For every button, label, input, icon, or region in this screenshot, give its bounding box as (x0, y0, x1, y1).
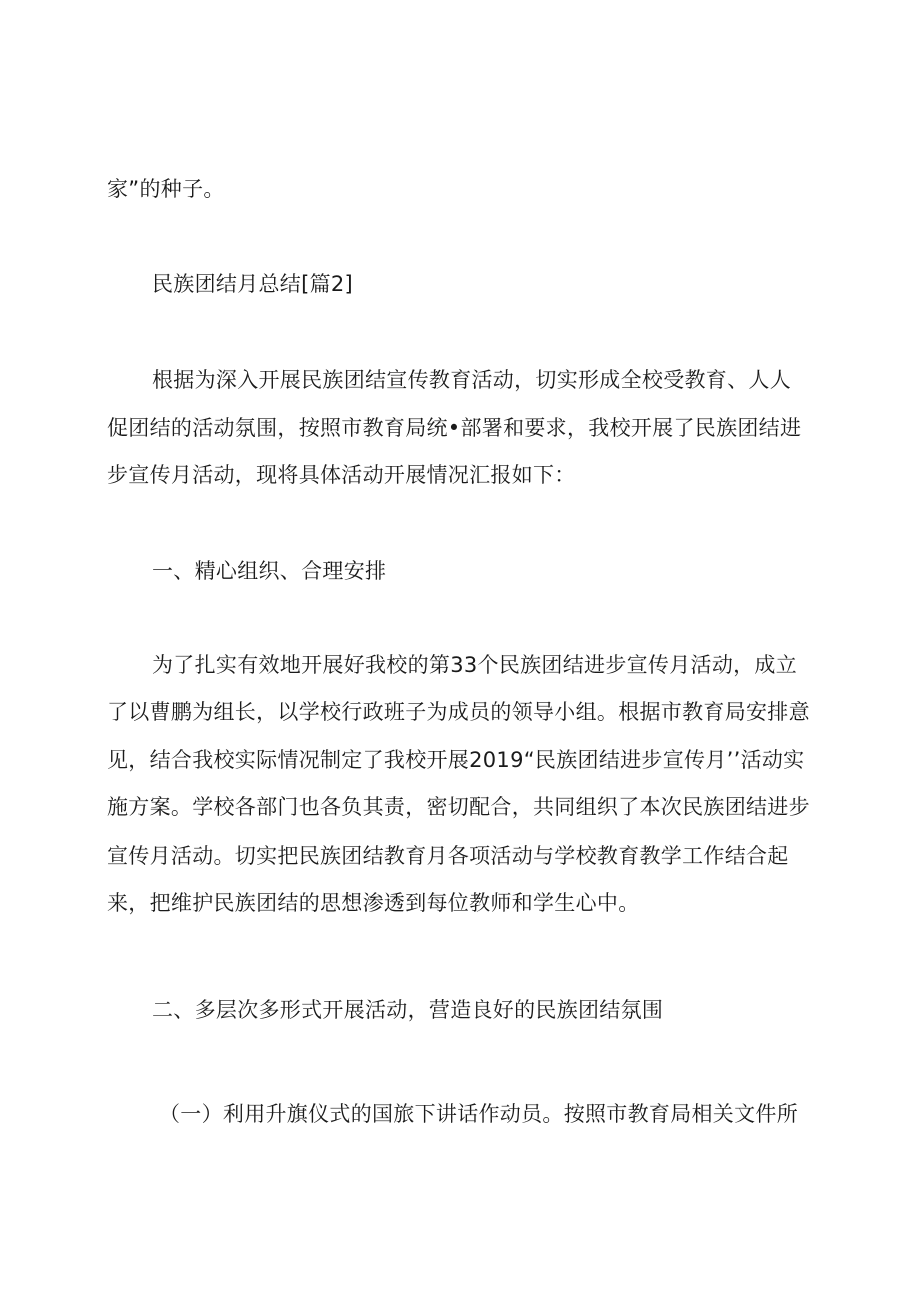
para-1-line-6: 来，把维护民族团结的思想渗透到每位教师和学生心中。 (107, 891, 640, 915)
para-2-line-1: （一）利用升旗仪式的国旅下讲话作动员。按照市教育局相关文件所 (159, 1102, 798, 1126)
section-title: 民族团结月总结[篇2] (152, 272, 354, 296)
intro-line-1: 根据为深入开展民族团结宣传教育活动，切实形成全校受教育、人人 (152, 368, 791, 392)
para-1-line-5: 宣传月活动。切实把民族团结教育月各项活动与学校教育教学工作结合起 (107, 844, 789, 868)
para-1-line-4: 施方案。学校各部门也各负其责，密切配合，共同组织了本次民族团结进步 (107, 795, 810, 819)
heading-2: 二、多层次多形式开展活动，营造良好的民族团结氛围 (152, 998, 664, 1022)
intro-line-3: 步宣传月活动，现将具体活动开展情况汇报如下： (107, 463, 576, 487)
heading-1: 一、精心组织、合理安排 (152, 559, 387, 583)
para-1-line-3: 见，结合我校实际情况制定了我校开展2019“民族团结进步宣传月’’活动实 (107, 748, 805, 772)
intro-line-2: 促团结的活动氛围，按照市教育局统•部署和要求，我校开展了民族团结进 (107, 416, 802, 440)
top-fragment: 家”的种子。 (107, 177, 225, 201)
para-1-line-2: 了以曹鹏为组长，以学校行政班子为成员的领导小组。根据市教育局安排意 (107, 700, 810, 724)
para-1-line-1: 为了扎实有效地开展好我校的第33个民族团结进步宣传月活动，成立 (152, 653, 798, 677)
